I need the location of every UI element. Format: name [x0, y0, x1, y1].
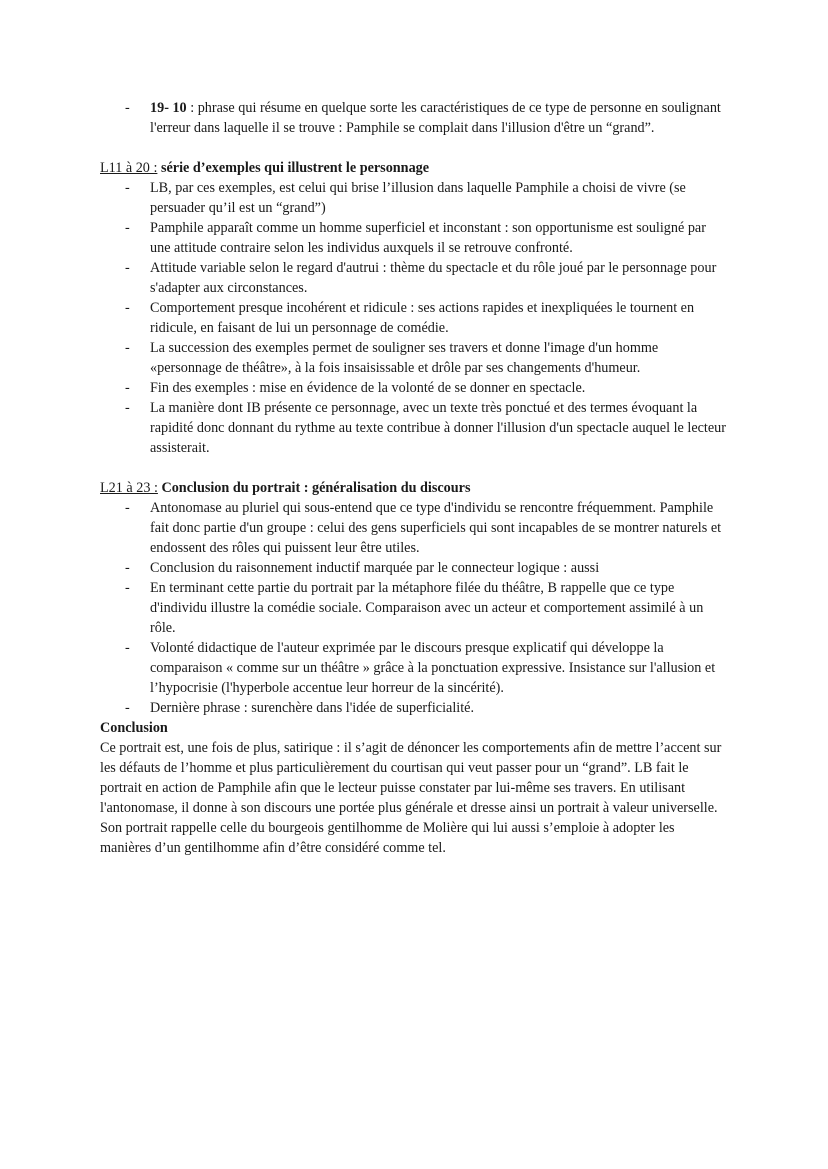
bullet-dash: - [125, 380, 130, 396]
bullet-dash: - [125, 580, 130, 596]
item-text: Antonomase au pluriel qui sous-entend que ce type d'individu se rencontre fréquemment. Pamphile fait donc partie d'un groupe : celui des gens superficiels qui sont incapables de se montrer naturels et endossent des rôles qui puissent leur être utiles. [150, 500, 722, 556]
list-item [125, 698, 728, 718]
list-item [125, 338, 728, 378]
list-item [125, 378, 728, 398]
list-item [125, 498, 728, 558]
bullet-dash: - [125, 180, 130, 196]
bullet-dash: - [125, 260, 130, 276]
list-item [125, 178, 728, 218]
item-text: LB, par ces exemples, est celui qui brise l’illusion dans laquelle Pamphile a choisi de vivre (se persuader qu’il est un “grand”) [150, 180, 686, 216]
item-text: La succession des exemples permet de souligner ses travers et donne l'image d'un homme «personnage de théâtre», à la fois insaisissable et drôle par ses changements d'humeur. [150, 340, 659, 376]
item-text: Volonté didactique de l'auteur exprimée par le discours presque explicatif qui développe la comparaison « comme sur un théâtre » grâce à la ponctuation expressive. Insistance sur l'allusion et l’hypocrisie (l'hyperbole accentue leur horreur de la sincérité). [150, 640, 716, 696]
section1-list [100, 178, 728, 458]
bullet-dash: - [125, 500, 130, 516]
section2-list [100, 498, 728, 718]
item-text: Pamphile apparaît comme un homme superficiel et inconstant : son opportunisme est souligné par une attitude contraire selon les individus auxquels il se retrouve confronté. [150, 220, 706, 256]
item-text: Attitude variable selon le regard d'autrui : thème du spectacle et du rôle joué par le personnage pour s'adapter aux circonstances. [150, 260, 717, 296]
conclusion-paragraph: Ce portrait est, une fois de plus, satirique : il s’agit de dénoncer les comportements afin de mettre l’accent sur les défauts de l’homme et plus particulièrement du courtisan qui veut passer pour un “grand”. LB fait le portrait en action de Pamphile afin que le lecteur puisse constater par lui-même ses travers. En utilisant l'antonomase, il donne à son discours une portée plus générale et dresse ainsi un portrait à valeur universelle. Son portrait rappelle celle du bourgeois gentilhomme de Molière qui lui aussi s’emploie à adopter les manières d’un gentilhomme afin d’être considéré comme tel. [100, 740, 722, 856]
bullet-dash: - [125, 560, 130, 576]
bullet-dash: - [125, 340, 130, 356]
list-item [125, 298, 728, 338]
item-text: Fin des exemples : mise en évidence de la volonté de se donner en spectacle. [150, 380, 586, 396]
bullet-dash: - [125, 300, 130, 316]
list-item [125, 578, 728, 638]
list-item [125, 638, 728, 698]
item-text: Conclusion du raisonnement inductif marquée par le connecteur logique : aussi [150, 560, 600, 576]
section-heading [100, 158, 728, 178]
line-reference: L21 à 23 : [100, 480, 158, 496]
section-title: série d’exemples qui illustrent le personnage [157, 160, 430, 176]
item-text: En terminant cette partie du portrait par la métaphore filée du théâtre, B rappelle que ce type d'individu illustre la comédie sociale. Comparaison avec un acteur et comportement assimilé à un rôle. [150, 580, 704, 636]
item-text: Comportement presque incohérent et ridicule : ses actions rapides et inexpliquées le tournent en ridicule, en faisant de lui un personnage de comédie. [150, 300, 695, 336]
line-reference: 19- 10 [150, 100, 187, 116]
list-item [125, 218, 728, 258]
list-item [125, 98, 728, 138]
section-title: Conclusion du portrait : généralisation du discours [157, 480, 471, 496]
intro-list [100, 98, 728, 138]
list-item [125, 558, 728, 578]
list-item [125, 258, 728, 298]
bullet-dash: - [125, 100, 130, 116]
list-item [125, 398, 728, 458]
bullet-dash: - [125, 640, 130, 656]
item-text: Dernière phrase : surenchère dans l'idée de superficialité. [150, 700, 474, 716]
bullet-dash: - [125, 700, 130, 716]
conclusion-heading: Conclusion [100, 720, 168, 736]
bullet-dash: - [125, 220, 130, 236]
line-reference: L11 à 20 : [100, 160, 158, 176]
item-text: La manière dont IB présente ce personnage, avec un texte très ponctué et des termes évoquant la rapidité donc donnant du rythme au texte contribue à donner l'illusion d'un spectacle auquel le lecteur assisterait. [150, 400, 726, 456]
item-text: : phrase qui résume en quelque sorte les caractéristiques de ce type de personne en soulignant l'erreur dans laquelle il se trouve : Pamphile se complait dans l'illusion d'être un “grand”. [150, 100, 721, 136]
section-heading [100, 478, 728, 498]
bullet-dash: - [125, 400, 130, 416]
